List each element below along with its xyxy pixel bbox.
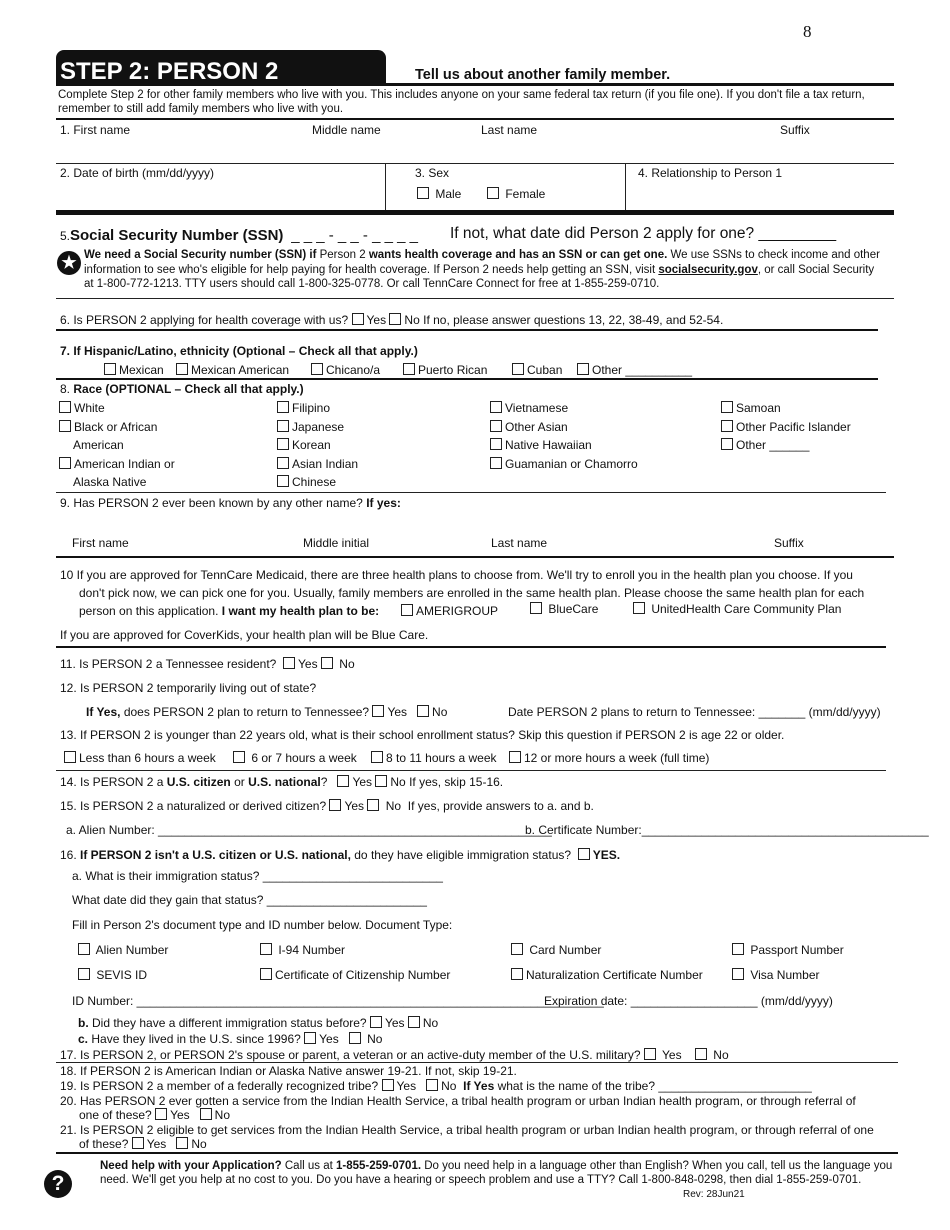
q7-opt-other[interactable]: Other __________ [577, 363, 692, 377]
q16-yes[interactable] [578, 848, 590, 860]
first-name-label: 1. First name [60, 123, 131, 137]
suffix-label: Suffix [780, 123, 810, 137]
q13-opt4[interactable]: 12 or more hours a week (full time) [509, 751, 709, 765]
race-chinese[interactable]: Chinese [277, 475, 336, 489]
q13-opt2[interactable]: 6 or 7 hours a week [233, 751, 357, 765]
q12-label: 12. Is PERSON 2 temporarily living out of state? [60, 681, 317, 695]
divider [56, 298, 894, 299]
checkbox[interactable] [417, 187, 429, 199]
dob-label: 2. Date of birth (mm/dd/yyyy) [60, 166, 215, 180]
q11-yes[interactable] [283, 657, 295, 669]
intro-text: Complete Step 2 for other family members who live with you. This includes anyone on your same federal tax return (if you file one). If you don't file a tax return, remember to still add family members who live with you. [58, 89, 865, 115]
divider [56, 1062, 898, 1063]
q20-line2: one of these? Yes No [79, 1108, 231, 1122]
divider [56, 378, 878, 380]
q14-yes[interactable] [337, 775, 349, 787]
q15-row: 15. Is PERSON 2 a naturalized or derived citizen? Yes No If yes, provide answers to a. and b. [60, 799, 594, 813]
doc-i94[interactable]: I-94 Number [260, 943, 345, 957]
q9-suffix: Suffix [774, 536, 804, 550]
divider [56, 329, 878, 331]
race-american-indian[interactable]: American Indian or [59, 457, 175, 471]
q9-last: Last name [491, 536, 548, 550]
id-number-field[interactable]: ID Number: ______________________________________________________________________ [72, 994, 604, 1008]
race-native-hawaiian[interactable]: Native Hawaiian [490, 438, 592, 452]
race-samoan[interactable]: Samoan [721, 401, 781, 415]
step-title: STEP 2: PERSON 2 [60, 58, 279, 85]
ssn-row: 5.Social Security Number (SSN) _ _ _ - _ _ - _ _ _ _ [60, 227, 418, 244]
ssa-link[interactable]: socialsecurity.gov [658, 263, 758, 276]
q13-label: 13. If PERSON 2 is younger than 22 years old, what is their school enrollment status? Skip this question if PERSON 2 is age 22 or older. [60, 728, 785, 742]
divider [625, 163, 626, 211]
q12-yes[interactable] [372, 705, 384, 717]
divider [385, 163, 386, 211]
race-korean[interactable]: Korean [277, 438, 331, 452]
q10-line1: 10 If you are approved for TennCare Medicaid, there are three health plans to choose from. We'll try to enroll you in the health plan you choose. If you [60, 568, 853, 582]
header-rule [56, 83, 894, 86]
expiration-date-field[interactable]: Expiration date: ___________________ (mm/dd/yyyy) [544, 994, 833, 1008]
plan-bluecare[interactable]: BlueCare [530, 602, 598, 616]
q14-row: 14. Is PERSON 2 a U.S. citizen or U.S. national? Yes No If yes, skip 15-16. [60, 775, 504, 789]
checkbox[interactable] [487, 187, 499, 199]
divider [56, 646, 886, 648]
q19-row: 19. Is PERSON 2 a member of a federally recognized tribe? Yes No If Yes what is the name of the tribe? _______________________ [60, 1079, 812, 1093]
q11-row: 11. Is PERSON 2 a Tennessee resident? Yes No [60, 657, 355, 671]
race-vietnamese[interactable]: Vietnamese [490, 401, 568, 415]
q15-yes[interactable] [329, 799, 341, 811]
coverkids-note: If you are approved for CoverKids, your health plan will be Blue Care. [60, 628, 429, 642]
divider [56, 118, 894, 120]
race-black-cont: American [73, 438, 124, 452]
q21-yes[interactable] [132, 1137, 144, 1149]
doc-sevis[interactable]: SEVIS ID [78, 968, 147, 982]
q11-no[interactable] [321, 657, 333, 669]
q10-line3: person on this application. I want my health plan to be: [79, 604, 380, 618]
help-icon: ? [44, 1170, 72, 1198]
sex-male-option[interactable]: Male [417, 187, 461, 201]
q21-line1: 21. Is PERSON 2 eligible to get services from the Indian Health Service, a tribal health program or urban Indian health program, or through referral of one [60, 1123, 874, 1137]
q20-yes[interactable] [155, 1108, 167, 1120]
q8-label: 8. Race (OPTIONAL – Check all that apply.) [60, 382, 304, 396]
divider [56, 770, 886, 771]
doc-naturalization-cert[interactable]: Naturalization Certificate Number [511, 968, 703, 982]
q12-sub: If Yes, does PERSON 2 plan to return to Tennessee? Yes No [86, 705, 448, 719]
race-other-asian[interactable]: Other Asian [490, 420, 568, 434]
q7-opt-mexican[interactable]: Mexican [104, 363, 164, 377]
step-subtitle: Tell us about another family member. [415, 67, 671, 83]
race-filipino[interactable]: Filipino [277, 401, 330, 415]
alien-number-field[interactable]: a. Alien Number: ___________________________________________________________ [66, 823, 552, 837]
certificate-number-field[interactable]: b. Certificate Number:___________________________________________ [525, 823, 929, 837]
q7-opt-chicano[interactable]: Chicano/a [311, 363, 380, 377]
status-date-field[interactable]: What date did they gain that status? ________________________ [72, 893, 427, 907]
q12-date: Date PERSON 2 plans to return to Tennessee: _______ (mm/dd/yyyy) [508, 705, 881, 719]
q17-no[interactable] [695, 1048, 707, 1060]
plan-unitedhealth[interactable]: UnitedHealth Care Community Plan [633, 602, 841, 616]
race-asian-indian[interactable]: Asian Indian [277, 457, 358, 471]
q16c-row: c. Have they lived in the U.S. since 1996? Yes No [78, 1032, 383, 1046]
race-other-pacific[interactable]: Other Pacific Islander [721, 420, 851, 434]
page-number: 8 [803, 22, 812, 41]
q6-no-checkbox[interactable] [389, 313, 401, 325]
q19-no[interactable] [426, 1079, 438, 1091]
q20-line1: 20. Has PERSON 2 ever gotten a service from the Indian Health Service, a tribal health program or urban Indian health program, or through referral of [60, 1094, 856, 1108]
ssn-applied-date: If not, what date did Person 2 apply for one? _________ [450, 225, 837, 242]
ssn-note: We need a Social Security number (SSN) if Person 2 wants health coverage and has an SSN or can get one. We use SSNs to check income and other information to see who's eligible for help paying for health coverage. If Person 2 needs help getting an SSN, visit socialsecurity.gov, or call Social Security at 1-800-772-1213. TTY users should call 1-800-325-0778. Or call TennCare Connect for free at 1-855-259-0710. [84, 249, 880, 290]
q16-row: 16. If PERSON 2 isn't a U.S. citizen or U.S. national, do they have eligible immigration status? YES. [60, 848, 621, 862]
q7-opt-mexican-american[interactable]: Mexican American [176, 363, 289, 377]
footer-help: Need help with your Application? Call us at 1-855-259-0701. Do you need help in a language other than English? When you call, tell us the language you need. We'll get you help at no cost to you. Do you have a hearing or speech problem and use a TTY? Call 1-800-848-0298, then dial 1-855-259-0701. [100, 1160, 893, 1186]
q13-opt3[interactable]: 8 to 11 hours a week [371, 751, 497, 765]
q9-label: 9. Has PERSON 2 ever been known by any other name? If yes: [60, 496, 401, 510]
doc-passport[interactable]: Passport Number [732, 943, 844, 957]
q16b-row: b. Did they have a different immigration status before? Yes No [78, 1016, 439, 1030]
q20-no[interactable] [200, 1108, 212, 1120]
q7-opt-cuban[interactable]: Cuban [512, 363, 562, 377]
q19-yes[interactable] [382, 1079, 394, 1091]
q9-middle: Middle initial [303, 536, 370, 550]
q10-line2: don't pick now, we can pick one for you. Usually, family members are enrolled in the same health plan. Please choose the same health plan for each [79, 586, 865, 600]
doc-visa[interactable]: Visa Number [732, 968, 819, 982]
q16c-no[interactable] [349, 1032, 361, 1044]
race-guamanian[interactable]: Guamanian or Chamorro [490, 457, 638, 471]
doc-citizenship-cert[interactable]: Certificate of Citizenship Number [260, 968, 450, 982]
q6-yes-checkbox[interactable] [352, 313, 364, 325]
q7-label: 7. If Hispanic/Latino, ethnicity (Optional – Check all that apply.) [60, 344, 418, 358]
q16b-no[interactable] [408, 1016, 420, 1028]
relationship-label: 4. Relationship to Person 1 [638, 166, 783, 180]
q12-no[interactable] [417, 705, 429, 717]
doc-alien-number[interactable]: Alien Number [78, 943, 168, 957]
step-header [56, 50, 386, 86]
middle-name-label: Middle name [312, 123, 381, 137]
q17-yes[interactable] [644, 1048, 656, 1060]
q9-first: First name [72, 536, 129, 550]
race-black[interactable]: Black or African [59, 420, 157, 434]
q13-opt1[interactable]: Less than 6 hours a week [64, 751, 216, 765]
race-other[interactable]: Other ______ [721, 438, 809, 452]
plan-amerigroup[interactable]: AMERIGROUP [401, 604, 498, 618]
doc-card-number[interactable]: Card Number [511, 943, 601, 957]
race-american-indian-cont: Alaska Native [73, 475, 147, 489]
q7-opt-puerto-rican[interactable]: Puerto Rican [403, 363, 487, 377]
divider [56, 1152, 898, 1154]
sex-label: 3. Sex [415, 166, 450, 180]
divider [56, 556, 894, 558]
race-japanese[interactable]: Japanese [277, 420, 344, 434]
revision-date: Rev: 28Jun21 [683, 1189, 745, 1200]
q18-text: 18. If PERSON 2 is American Indian or Alaska Native answer 19-21. If not, skip 19-21. [60, 1064, 517, 1078]
doc-type-label: Fill in Person 2's document type and ID number below. Document Type: [72, 918, 453, 932]
q16c-yes[interactable] [304, 1032, 316, 1044]
q21-line2: of these? Yes No [79, 1137, 207, 1151]
q16b-yes[interactable] [370, 1016, 382, 1028]
race-white[interactable]: White [59, 401, 105, 415]
divider [56, 492, 886, 493]
divider [56, 163, 894, 164]
divider [56, 210, 894, 215]
immigration-status-field[interactable]: a. What is their immigration status? ___________________________ [72, 869, 443, 883]
star-icon: ★ [57, 251, 81, 275]
q6-row: 6. Is PERSON 2 applying for health coverage with us? Yes No If no, please answer questions 13, 22, 38-49, and 52-54. [60, 313, 724, 327]
q15-no[interactable] [367, 799, 379, 811]
q21-no[interactable] [176, 1137, 188, 1149]
q14-no[interactable] [375, 775, 387, 787]
sex-female-option[interactable]: Female [487, 187, 545, 201]
q17-row: 17. Is PERSON 2, or PERSON 2's spouse or parent, a veteran or an active-duty member of the U.S. military? Yes No [60, 1048, 729, 1062]
last-name-label: Last name [481, 123, 538, 137]
